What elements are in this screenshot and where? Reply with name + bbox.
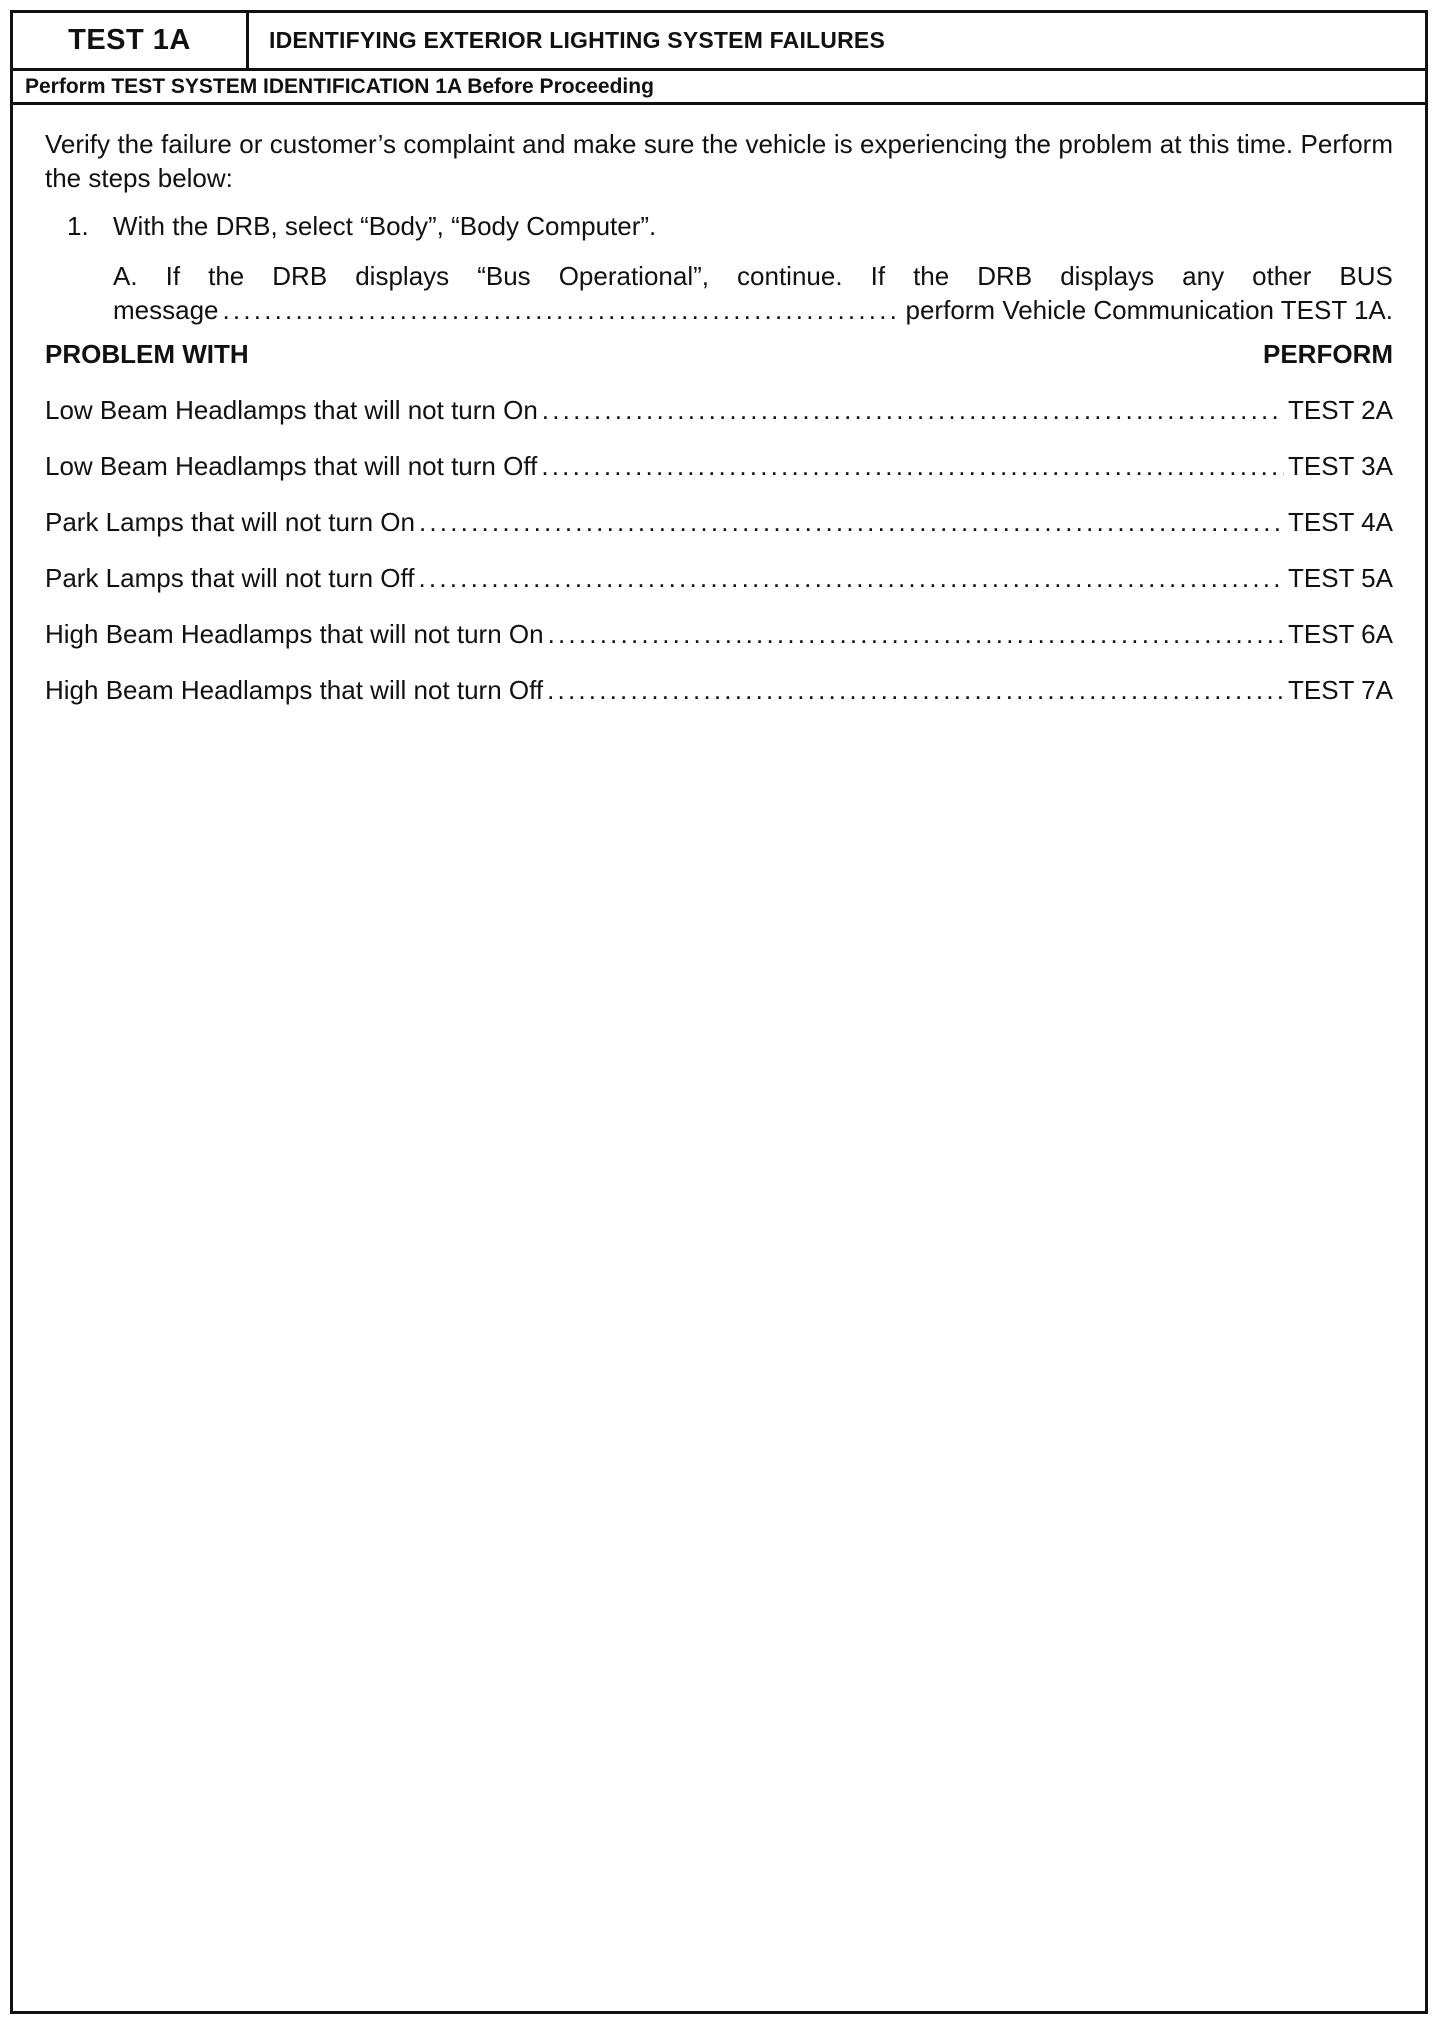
leader-start: message — [113, 295, 219, 325]
column-header-problem: PROBLEM WITH — [45, 339, 249, 369]
sub-step-a-line2 — [113, 293, 1393, 327]
step-number: 1. — [67, 211, 89, 241]
test-title: IDENTIFYING EXTERIOR LIGHTING SYSTEM FAILURES — [269, 27, 885, 53]
word: “Bus — [477, 261, 531, 291]
word: displays — [1060, 261, 1155, 291]
step-1 — [45, 209, 1393, 243]
table-row — [45, 561, 1393, 595]
word: any — [1182, 261, 1225, 291]
perform-cell: TEST 2A — [1287, 395, 1393, 425]
sub-step-a-line1 — [113, 259, 1393, 293]
word: BUS — [1339, 261, 1393, 291]
word: displays — [355, 261, 450, 291]
problem-cell: High Beam Headlamps that will not turn On — [45, 619, 544, 649]
dot-leader — [548, 617, 1284, 651]
perform-cell: TEST 5A — [1287, 563, 1393, 593]
problem-cell: Low Beam Headlamps that will not turn Off — [45, 451, 538, 481]
dot-leader — [541, 449, 1284, 483]
leader-end: perform Vehicle Communication TEST 1A. — [905, 295, 1393, 325]
table-row — [45, 449, 1393, 483]
perform-cell: TEST 4A — [1287, 507, 1393, 537]
problem-cell: Park Lamps that will not turn Off — [45, 563, 415, 593]
table-row — [45, 505, 1393, 539]
problem-cell: High Beam Headlamps that will not turn Off — [45, 675, 544, 705]
problem-cell: Low Beam Headlamps that will not turn On — [45, 395, 538, 425]
dot-leader — [547, 673, 1284, 707]
word: continue. — [737, 261, 843, 291]
sub-step-a — [45, 259, 1393, 327]
table-row — [45, 673, 1393, 707]
table-header — [45, 337, 1393, 371]
problem-cell: Park Lamps that will not turn On — [45, 507, 415, 537]
perform-cell: TEST 6A — [1287, 619, 1393, 649]
dot-leader — [223, 293, 902, 327]
table-row — [45, 393, 1393, 427]
dot-leader — [542, 393, 1284, 427]
content-body — [13, 105, 1425, 707]
perform-cell: TEST 7A — [1287, 675, 1393, 705]
dot-leader — [419, 505, 1284, 539]
intro-paragraph: Verify the failure or customer’s complaint and make sure the vehicle is experiencing the problem at this time. Perform the steps below: — [45, 129, 1393, 193]
word: A. — [113, 261, 138, 291]
word: DRB — [977, 261, 1033, 291]
word: the — [208, 261, 245, 291]
dot-leader — [418, 561, 1284, 595]
word: other — [1252, 261, 1312, 291]
prerequisite-banner: Perform TEST SYSTEM IDENTIFICATION 1A Before Proceeding — [13, 71, 1425, 105]
word: Operational”, — [558, 261, 709, 291]
perform-cell: TEST 3A — [1287, 451, 1393, 481]
word: the — [913, 261, 950, 291]
word: If — [870, 261, 886, 291]
step-text: With the DRB, select “Body”, “Body Computer”. — [113, 211, 657, 241]
header-row — [13, 13, 1425, 71]
test-id: TEST 1A — [13, 13, 249, 68]
word: If — [165, 261, 181, 291]
column-header-perform: PERFORM — [1263, 339, 1393, 369]
document-frame — [10, 10, 1428, 2014]
table-row — [45, 617, 1393, 651]
word: DRB — [272, 261, 328, 291]
